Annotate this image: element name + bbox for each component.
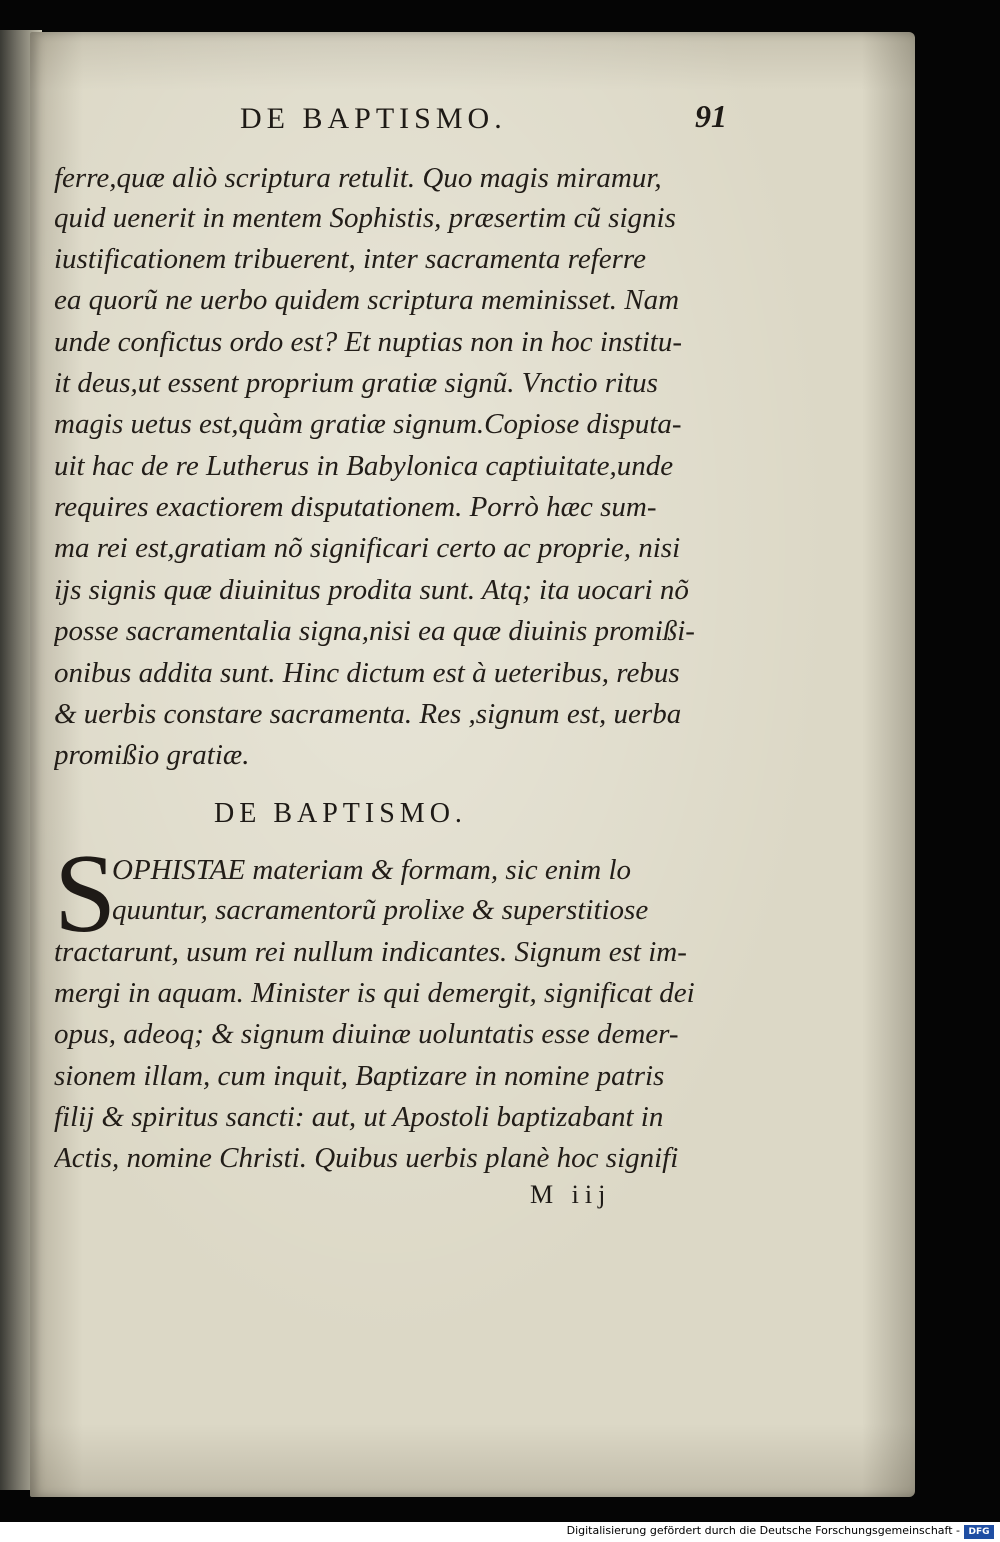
text-line: uit hac de re Lutherus in Babylonica captiuitate,unde	[54, 450, 674, 482]
text-line: tractarunt, usum rei nullum indicantes. Signum est im-	[54, 936, 687, 968]
credit-text: Digitalisierung gefördert durch die Deutsche Forschungsgemeinschaft -	[566, 1524, 960, 1537]
text-line: sionem illam, cum inquit, Baptizare in nomine patris	[54, 1060, 665, 1092]
text-line: OPHISTAE materiam & formam, sic enim lo	[112, 854, 631, 886]
text-line: opus, adeoq; & signum diuinæ uoluntatis esse demer-	[54, 1018, 679, 1050]
text-line: quid uenerit in mentem Sophistis, præsertim cũ signis	[54, 202, 676, 234]
signature-mark: M iij	[530, 1180, 612, 1209]
text-line: onibus addita sunt. Hinc dictum est à ueteribus, rebus	[54, 657, 680, 689]
text-line: & uerbis constare sacramenta. Res ,signum est, uerba	[54, 698, 682, 730]
text-line: filij & spiritus sancti: aut, ut Apostoli baptizabant in	[54, 1101, 664, 1133]
text-line: posse sacramentalia signa,nisi ea quæ diuinis promißi-	[54, 615, 695, 647]
credit-bar	[0, 1522, 1000, 1542]
text-line: ma rei est,gratiam nõ significari certo ac proprie, nisi	[54, 532, 681, 564]
text-line: magis uetus est,quàm gratiæ signum.Copiose disputa-	[54, 408, 682, 440]
running-head: DE BAPTISMO.	[240, 102, 507, 135]
text-line: promißio gratiæ.	[54, 739, 250, 771]
section-heading: DE BAPTISMO.	[214, 798, 467, 829]
text-line: mergi in aquam. Minister is qui demergit, significat dei	[54, 977, 695, 1009]
text-line: Actis, nomine Christi. Quibus uerbis planè hoc signifi	[54, 1142, 679, 1174]
dfg-logo: DFG	[964, 1525, 994, 1539]
text-line: ea quorũ ne uerbo quidem scriptura meminisset. Nam	[54, 284, 680, 316]
text-line: ijs signis quæ diuinitus prodita sunt. Atq; ita uocari nõ	[54, 574, 689, 606]
text-line: it deus,ut essent proprium gratiæ signũ. Vnctio ritus	[54, 367, 658, 399]
text-line: ferre,quæ aliò scriptura retulit. Quo magis miramur,	[54, 162, 662, 194]
text-line: unde confictus ordo est? Et nuptias non in hoc institu-	[54, 326, 683, 358]
text-line: iustificationem tribuerent, inter sacramenta referre	[54, 243, 646, 275]
text-line: requires exactiorem disputationem. Porrò hæc sum-	[54, 491, 657, 523]
drop-capital: S	[54, 832, 117, 956]
folio-number: 91	[695, 98, 727, 134]
text-line: quuntur, sacramentorũ prolixe & superstitiose	[112, 894, 649, 926]
